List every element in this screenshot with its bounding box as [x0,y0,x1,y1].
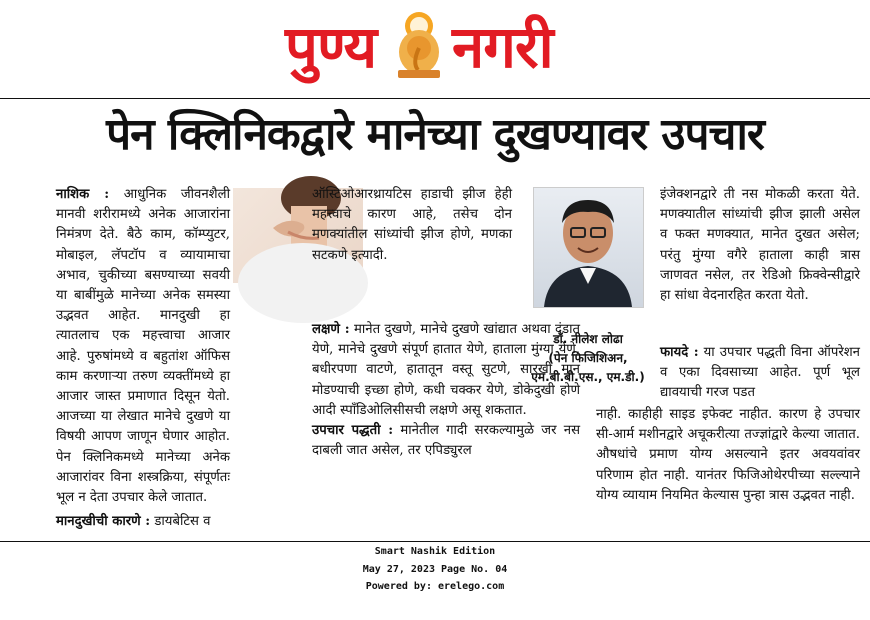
article-headline: पेन क्लिनिकद्वारे मानेच्या दुखण्यावर उपचार [106,109,764,160]
column-1-sub: मानदुखीची कारणे : [56,514,151,529]
edition-name: Smart Nashik Edition [374,546,496,557]
column-2-top [312,185,512,302]
treatment-heading: उपचार पद्धती : [312,423,394,439]
article-body [0,180,870,540]
symptoms-text: मानेत दुखणे, मानेचे दुखणे खांद्यात अथवा दंडात येणे, मानेचे दुखणे संपूर्ण हातात येणे, हाताला मुंग्या येणे, बधीरपणा वाटणे, हातातून वस्तू सुटणे, सारखी मान मोडण्याची इच्छा होणे, कधी चक्कर येणे, डोकेदुखी होणे आदी स्पाँडिओलिसीसची लक्षणे असू शकतात. [312,322,581,418]
masthead-rule [0,98,870,99]
doctor-caption [518,330,658,387]
doctor-portrait [534,188,643,307]
doctor-role: (पेन फिजिशिअन, [548,351,628,365]
doctor-photo [533,187,644,308]
column-3-benefits [660,343,860,405]
symptoms-heading: लक्षणे : [312,322,350,337]
column-4-text: नाही. काहीही साइड इफेक्ट नाहीत. कारण हे उपचार सी-आर्म मशीनद्वारे अचूकरीत्या तज्ज्ञांद्वारे केल्या जातात. औषधांचे प्रमाण योग्य असल्याने इतर अवयवांवर परिणाम होत नाही. यानंतर फिजिओथेरपीच्या सल्ल्याने योग्य व्यायाम नियमित केल्यास पुन्हा त्रास उद्भवत नाही. [596,407,860,503]
benefits-heading: फायदे : [660,345,699,360]
column-3-top [660,185,860,342]
brand-right: नगरी [452,13,553,81]
date-page: May 27, 2023 Page No. 04 [362,563,508,575]
column-1-continuation [56,512,294,536]
column-1-top [56,185,230,506]
footer [0,543,870,596]
ganesha-emblem-icon [390,8,448,80]
dateline: नाशिक : [56,187,110,202]
column-4 [596,405,860,540]
column-2-intro: ऑस्टिओआरथ्रायटिस हाडाची झीज हेही महत्त्वाचे कारण आहे, तसेच दोन मणक्यांतील सांध्यांची झीज होणे, मणका सटकणे इत्यादी. [312,187,512,263]
doctor-degree: एम.बी.बी.एस., एम.डी.) [531,370,645,384]
column-3-intro: इंजेक्शनद्वारे ती नस मोकळी करता येते. मणक्यातील सांध्यांची झीज झाली असेल व फक्त मणक्यात, मानेत दुखत असेल; परंतु मुंग्या वगैरे हाताला काही त्रास जाणवत नसेल, तर रेडिओ फ्रिक्वेन्सीद्वारे हा सांधा वेदनारहित करता येतो. [660,187,860,304]
footer-rule [0,541,870,542]
column-1-intro: आधुनिक जीवनशैली मानवी शरीरामध्ये अनेक आजारांना निमंत्रण देते. बैठे काम, कॉम्प्युटर, मोबाइल, लॅपटॉप व व्यायामाचा अभाव, चुकीच्या बसण्याच्या सवयी या बाबींमुळे मानेच्या अनेक समस्या उद्भवत आहेत. मानदुखी हा त्यातलाच एक महत्त्वाचा आजार आहे. पुरुषांमध्ये व बहुतांश ऑफिस काम करणाऱ्या तरुण व्यक्तींमध्ये हा आजार जास्त प्रमाणात दिसून येतो. आजच्या या लेखात मानेचे दुखणे या विषयी आपण जाणून घेणार आहोत. पेन क्लिनिकमध्ये मानेच्या अनेक आजारांवर विना शस्त्रक्रिया, संपूर्णतः भूल न देता उपचार केले जातात. [56,187,230,506]
doctor-name: डॉ. नीलेश लोढा [553,332,623,346]
column-1-sub-text: डायबेटिस व [150,514,211,529]
benefits-text: या उपचार पद्धती विना ऑपरेशन व एका दिवसाच्या आहेत. पूर्ण भूल द्यावयाची गरज पडत [660,345,860,401]
powered-by: Powered by: erelego.com [365,581,505,592]
masthead [0,0,870,98]
brand-left: पुण्य [285,13,377,81]
treatment-text: मानेतील गादी सरकल्यामुळे जर नस दाबली जात असेल, तर एपिड्युरल [312,423,580,459]
